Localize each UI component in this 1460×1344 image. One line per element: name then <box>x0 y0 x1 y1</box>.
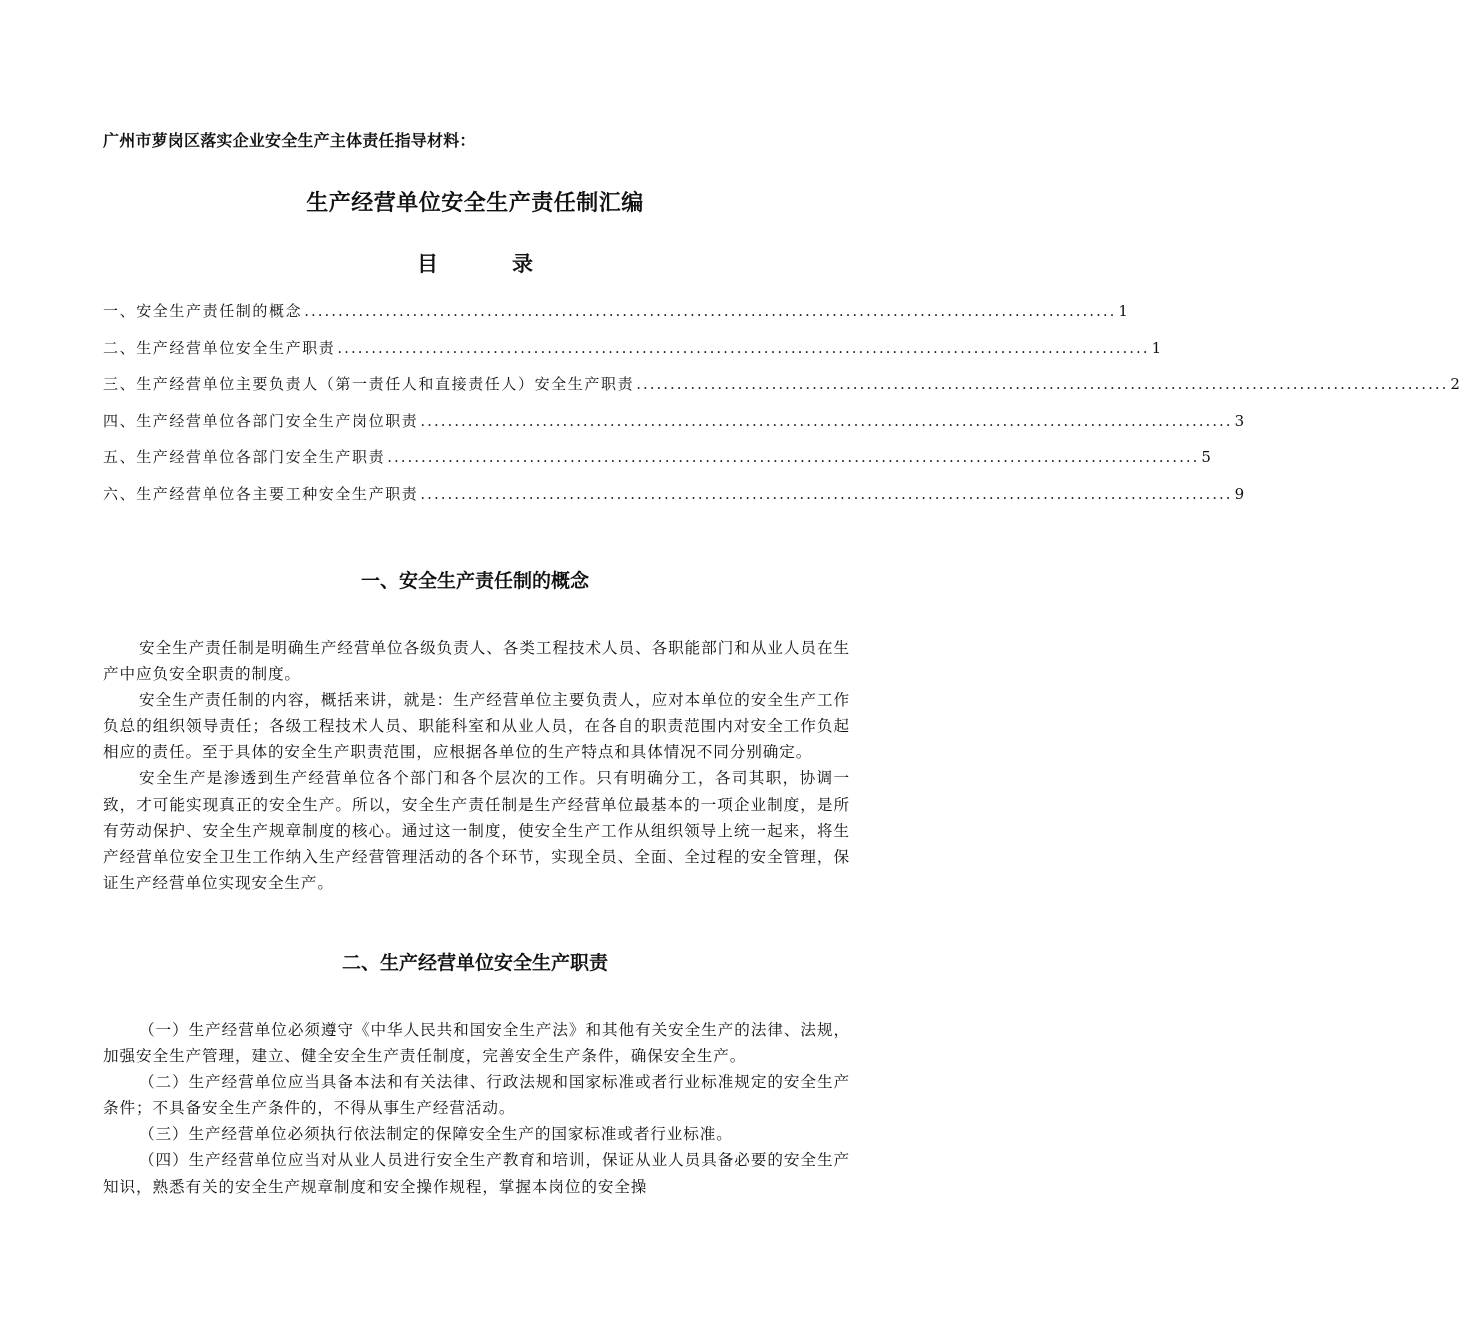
toc-entry-label: 一、安全生产责任制的概念 <box>103 302 303 320</box>
paragraph: 安全生产责任制的内容，概括来讲，就是：生产经营单位主要负责人，应对本单位的安全生产工作负总的组织领导责任；各级工程技术人员、职能科室和从业人员，在各自的职责范围内对安全工作负起相应的责任。至于具体的安全生产职责范围，应根据各单位的生产特点和具体情况不同分别确定。 <box>103 691 850 762</box>
paragraph: 安全生产责任制是明确生产经营单位各级负责人、各类工程技术人员、各职能部门和从业人员在生产中应负安全职责的制度。 <box>103 639 850 684</box>
table-of-contents <box>103 300 1460 519</box>
paragraph: （一）生产经营单位必须遵守《中华人民共和国安全生产法》和其他有关安全生产的法律、法规，加强安全生产管理，建立、健全安全生产责任制度，完善安全生产条件，确保安全生产。 <box>103 1021 850 1066</box>
toc-entry[interactable] <box>103 410 1245 447</box>
document-title: 生产经营单位安全生产责任制汇编 <box>306 191 644 216</box>
section-2-heading: 二、生产经营单位安全生产职责 <box>341 952 608 974</box>
material-title: 广州市萝岗区落实企业安全生产主体责任指导材料： <box>103 131 476 150</box>
toc-entry-page: 9 <box>1234 484 1245 503</box>
toc-entry[interactable] <box>103 446 1211 483</box>
toc-entry-page: 3 <box>1234 411 1245 430</box>
toc-leader-dots: ........................................................................................................................ <box>304 302 1117 320</box>
paragraph: （四）生产经营单位应当对从业人员进行安全生产教育和培训，保证从业人员具备必要的安全生产知识，熟悉有关的安全生产规章制度和安全操作规程，掌握本岗位的安全操 <box>103 1151 850 1196</box>
toc-entry[interactable] <box>103 373 1460 410</box>
toc-entry[interactable] <box>103 300 1128 337</box>
toc-entry-page: 5 <box>1201 448 1211 466</box>
toc-entry-label: 二、生产经营单位安全生产职责 <box>103 338 336 357</box>
toc-entry-page: 1 <box>1118 302 1128 320</box>
toc-entry[interactable] <box>103 483 1245 520</box>
section-1-body <box>103 635 850 896</box>
toc-leader-dots: ........................................................................................................................ <box>636 375 1449 393</box>
toc-leader-dots: ........................................................................................................................ <box>387 448 1200 466</box>
toc-entry[interactable] <box>103 337 1162 374</box>
section-1-heading: 一、安全生产责任制的概念 <box>360 570 589 592</box>
toc-entry-page: 2 <box>1450 375 1460 393</box>
toc-entry-label: 三、生产经营单位主要负责人（第一责任人和直接责任人）安全生产职责 <box>103 375 635 393</box>
paragraph: （二）生产经营单位应当具备本法和有关法律、行政法规和国家标准或者行业标准规定的安全生产条件；不具备安全生产条件的，不得从事生产经营活动。 <box>103 1073 850 1118</box>
toc-leader-dots: ........................................................................................................................ <box>420 411 1233 430</box>
paragraph: 安全生产是渗透到生产经营单位各个部门和各个层次的工作。只有明确分工，各司其职，协调一致，才可能实现真正的安全生产。所以，安全生产责任制是生产经营单位最基本的一项企业制度，是所有劳动保护、安全生产规章制度的核心。通过这一制度，使安全生产工作从组织领导上统一起来，将生产经营单位安全卫生工作纳入生产经营管理活动的各个环节，实现全员、全面、全过程的安全管理，保证生产经营单位实现安全生产。 <box>103 769 850 892</box>
toc-entry-label: 六、生产经营单位各主要工种安全生产职责 <box>103 484 419 503</box>
toc-entry-label: 五、生产经营单位各部门安全生产职责 <box>103 448 386 466</box>
toc-entry-label: 四、生产经营单位各部门安全生产岗位职责 <box>103 411 419 430</box>
toc-leader-dots: ........................................................................................................................ <box>420 484 1233 503</box>
toc-entry-page: 1 <box>1151 338 1162 357</box>
paragraph: （三）生产经营单位必须执行依法制定的保障安全生产的国家标准或者行业标准。 <box>139 1125 733 1144</box>
section-2-body <box>103 1017 850 1200</box>
toc-title: 目录 <box>417 252 607 276</box>
toc-leader-dots: ........................................................................................................................ <box>337 338 1150 357</box>
